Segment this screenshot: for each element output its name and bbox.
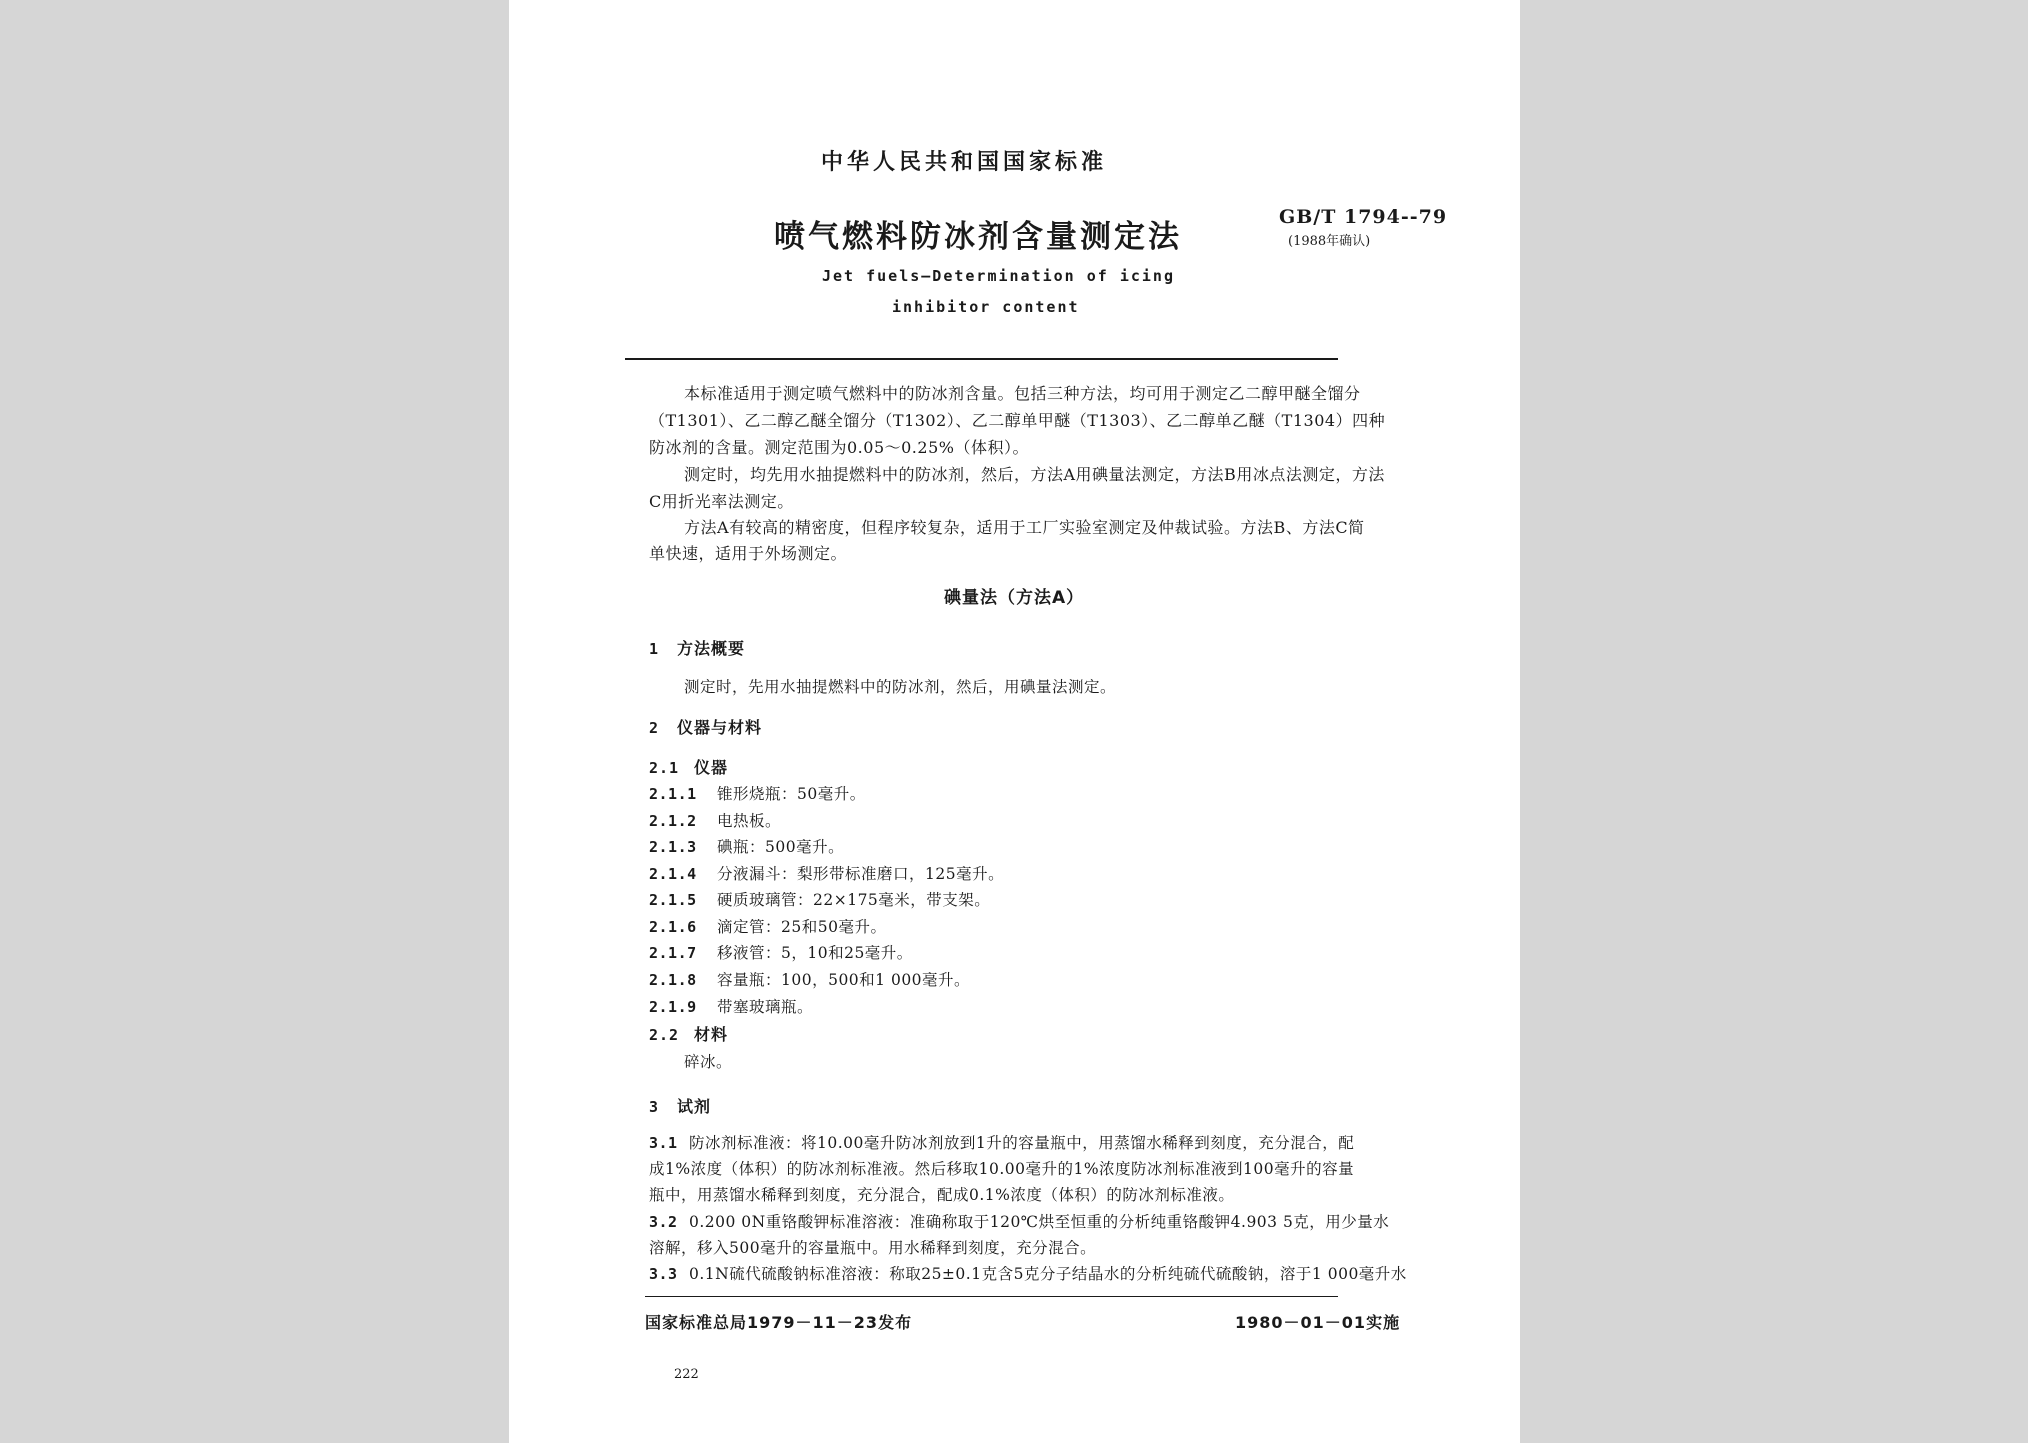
apparatus-item	[649, 782, 866, 804]
item-number: 2.1.4	[649, 865, 697, 883]
item-number: 3.2	[649, 1213, 678, 1231]
item-number: 2.1.6	[649, 918, 697, 936]
document-title: 喷气燃料防冰剂含量测定法	[774, 219, 1182, 255]
country-standard-heading: 中华人民共和国国家标准	[821, 150, 1108, 175]
section-2-heading	[649, 715, 762, 738]
section-title: 试剂	[677, 1097, 712, 1116]
effective-date: 1980－01－01实施	[1235, 1313, 1401, 1332]
reagent-3-1-line: 成1%浓度（体积）的防冰剂标准液。然后移取10.00毫升的1%浓度防冰剂标准液到100毫升的容量	[649, 1160, 1355, 1178]
section-title: 仪器与材料	[677, 718, 763, 737]
header-rule	[625, 358, 1338, 360]
apparatus-item	[649, 862, 1004, 884]
section-number: 2.1	[649, 759, 680, 777]
reagent-3-2-line	[649, 1210, 1389, 1232]
reagent-3-3-line	[649, 1262, 1407, 1284]
item-number: 2.1.7	[649, 944, 697, 962]
item-text: 分液漏斗：梨形带标准磨口，125毫升。	[717, 865, 1005, 883]
item-number: 2.1.5	[649, 891, 697, 909]
reagent-3-1-line	[649, 1131, 1354, 1153]
item-text: 碘瓶：500毫升。	[717, 838, 845, 856]
item-text: 防冰剂标准液：将10.00毫升防冰剂放到1升的容量瓶中，用蒸馏水稀释到刻度，充分混合，配	[689, 1134, 1355, 1152]
intro-line: （T1301）、乙二醇乙醚全馏分（T1302）、乙二醇单甲醚（T1303）、乙二醇单乙醚（T1304）四种	[649, 411, 1386, 430]
item-text: 锥形烧瓶：50毫升。	[717, 785, 866, 803]
intro-line: 测定时，均先用水抽提燃料中的防冰剂，然后，方法A用碘量法测定，方法B用冰点法测定，方法	[684, 465, 1385, 484]
issue-date: 国家标准总局1979－11－23发布	[645, 1313, 913, 1332]
section-title: 方法概要	[677, 639, 746, 658]
english-title-line2: inhibitor content	[892, 298, 1080, 316]
section-number: 2	[649, 719, 660, 737]
section-number: 3	[649, 1098, 660, 1116]
item-text: 带塞玻璃瓶。	[717, 998, 814, 1016]
english-title-line1: Jet fuels—Determination of icing	[822, 267, 1175, 285]
section-2-2-text: 碎冰。	[684, 1053, 733, 1071]
section-1-heading	[649, 636, 745, 659]
apparatus-item	[649, 995, 813, 1017]
apparatus-item	[649, 915, 886, 937]
item-text: 移液管：5，10和25毫升。	[717, 944, 913, 962]
intro-line: 单快速，适用于外场测定。	[649, 544, 848, 563]
page-number: 222	[674, 1367, 699, 1382]
confirmation-note: (1988年确认)	[1288, 234, 1371, 249]
item-text: 电热板。	[717, 812, 782, 830]
apparatus-item	[649, 809, 781, 831]
intro-line: 防冰剂的含量。测定范围为0.05～0.25%（体积）。	[649, 438, 1029, 457]
item-number: 3.3	[649, 1265, 678, 1283]
apparatus-item	[649, 888, 990, 910]
item-number: 2.1.3	[649, 838, 697, 856]
apparatus-item	[649, 941, 913, 963]
method-a-title: 碘量法（方法A）	[944, 588, 1085, 608]
section-3-heading	[649, 1094, 711, 1117]
section-number: 2.2	[649, 1026, 680, 1044]
item-text: 硬质玻璃管：22×175毫米，带支架。	[717, 891, 991, 909]
standard-code: GB/T 1794--79	[1279, 206, 1448, 228]
section-2-2-heading	[649, 1022, 728, 1045]
intro-line: 本标准适用于测定喷气燃料中的防冰剂含量。包括三种方法，均可用于测定乙二醇甲醚全馏分	[684, 384, 1361, 403]
section-number: 1	[649, 640, 660, 658]
section-title: 材料	[694, 1025, 729, 1044]
item-number: 2.1.8	[649, 971, 697, 989]
item-text: 滴定管：25和50毫升。	[717, 918, 887, 936]
item-text: 容量瓶：100，500和1 000毫升。	[717, 971, 971, 989]
item-text: 0.200 0N重铬酸钾标准溶液：准确称取于120℃烘至恒重的分析纯重铬酸钾4.903 5克，用少量水	[689, 1213, 1390, 1231]
footer-rule	[645, 1296, 1338, 1297]
apparatus-item	[649, 835, 844, 857]
intro-line: C用折光率法测定。	[649, 492, 794, 511]
apparatus-item	[649, 968, 970, 990]
item-text: 0.1N硫代硫酸钠标准溶液：称取25±0.1克含5克分子结晶水的分析纯硫代硫酸钠，溶于1 000毫升水	[689, 1265, 1407, 1283]
item-number: 2.1.9	[649, 998, 697, 1016]
item-number: 2.1.2	[649, 812, 697, 830]
section-title: 仪器	[694, 758, 729, 777]
reagent-3-1-line: 瓶中，用蒸馏水稀释到刻度，充分混合，配成0.1%浓度（体积）的防冰剂标准液。	[649, 1186, 1235, 1204]
intro-line: 方法A有较高的精密度，但程序较复杂，适用于工厂实验室测定及仲裁试验。方法B、方法C简	[684, 518, 1365, 537]
section-2-1-heading	[649, 755, 728, 778]
document-page	[509, 0, 1520, 1443]
item-number: 2.1.1	[649, 785, 697, 803]
section-1-text: 测定时，先用水抽提燃料中的防冰剂，然后，用碘量法测定。	[684, 678, 1117, 696]
reagent-3-2-line: 溶解，移入500毫升的容量瓶中。用水稀释到刻度，充分混合。	[649, 1239, 1097, 1257]
item-number: 3.1	[649, 1134, 678, 1152]
